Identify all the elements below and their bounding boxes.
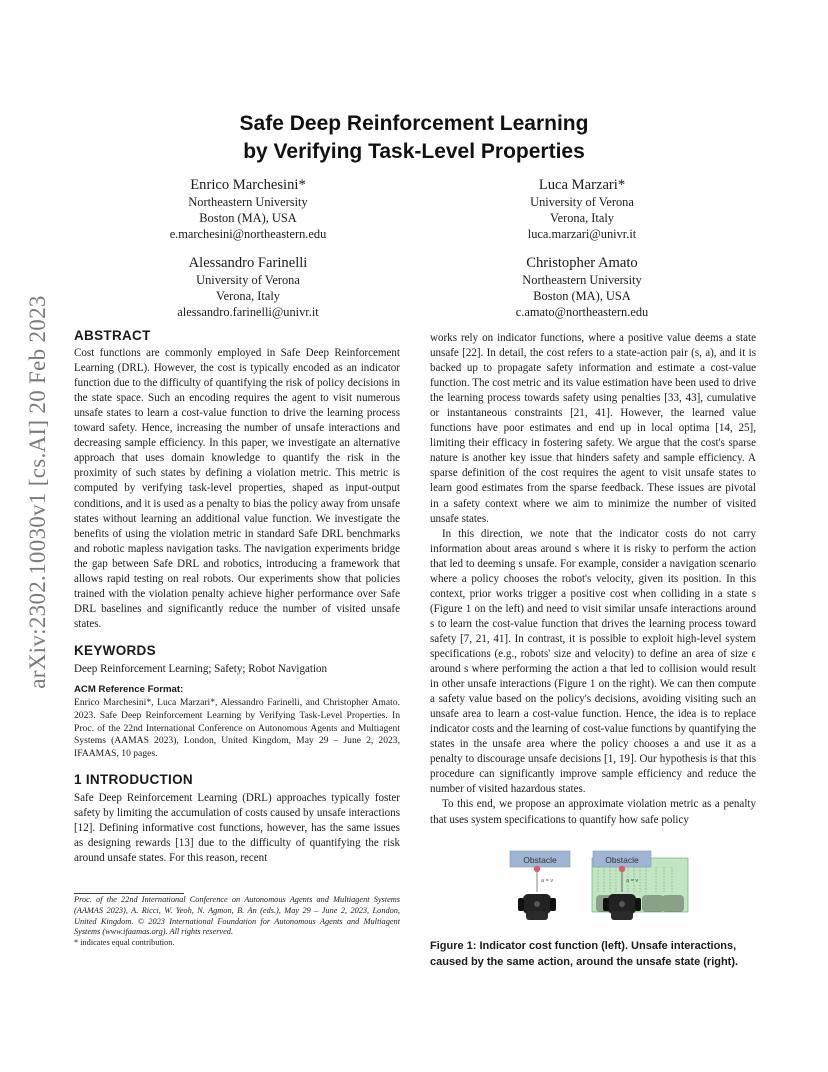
right-paragraph-1: works rely on indicator functions, where a positive value deems a state unsafe [22]. In detail, the cost refers to a state-action pair (s, a), and it is backed up to propagate safety information and estimate a cost-value function. The cost metric and its value estimation have been used to drive the learning process towards safety using penalties [33, 43], cumulative or instantaneous constraints [21, 41]. However, the learned value functions have poor estimates and end up in local optima [14, 25], limiting their efficacy in fostering safety. We argue that the cost's sparse nature is another key issue that hinders safety and sample efficiency. A sparse definition of the cost requires the agent to visit unsafe states to learn good estimates from the sparse feedback. These issues are pivotal in a safety context where we aim to minimize the number of visited unsafe states.: [430, 332, 756, 525]
title-line-2: by Verifying Task-Level Properties: [243, 140, 585, 163]
footnote-proceedings: Proc. of the 22nd International Conference on Autonomous Agents and Multiagent Systems (AAMAS 2023), A. Ricci, W. Yeoh, N. Agmon, B. An (eds.), May 29 – June 2, 2023, London, United Kingdom. © 2023 International Foundation for Autonomous Agents and Multiagent Systems (www.ifaamas.org). All rights reserved.: [74, 895, 400, 937]
right-paragraph-3: To this end, we propose an approximate violation metric as a penalty that uses system specifications to quantify how safe policy: [430, 798, 756, 826]
author-name: Enrico Marchesini*: [190, 177, 306, 193]
right-paragraph-2: In this direction, we note that the indicator costs do not carry information about areas around s where it is risky to perform the action that led to deeming s unsafe. For example, consider a navigation scenario where a policy chooses the robot's velocity, given its position. In this context, prior works trigger a positive cost when colliding in a state s (Figure 1 on the left) and need to visit similar unsafe interactions around s to learn the cost-value function that drives the learning process toward safety [7, 21, 41]. In contrast, it is possible to exploit high-level system specifications (e.g., robots' size and velocity) to define an area of size ϵ around s where performing the action a that led to collision would result in other unsafe interactions (Figure 1 on the right). We can then compute a safety value based on the policy's decisions, avoiding visiting such an unsafe area to learn a cost-value function. Hence, the idea is to replace indicator costs and the learning of cost-value functions by quantifying the states in the unsafe area where the policy chooses a and use it as a penalty to discourage unsafe decisions [1, 19]. Our hypothesis is that this procedure can significantly improve sample efficiency and reduce the number of visited hazardous states.: [430, 527, 756, 796]
keywords-text: Deep Reinforcement Learning; Safety; Robot Navigation: [74, 662, 328, 675]
author-block-1: [148, 176, 348, 242]
left-column: [74, 328, 400, 866]
author-location: Verona, Italy: [550, 210, 614, 225]
author-name: Luca Marzari*: [538, 177, 626, 193]
obstacle-label-left: Obstacle: [523, 855, 557, 865]
robot-left: [518, 894, 556, 920]
footnote: [74, 895, 400, 949]
author-location: Boston (MA), USA: [533, 288, 631, 303]
collision-marker-left: [534, 866, 540, 872]
introduction-heading: 1 INTRODUCTION: [74, 772, 193, 788]
author-name: Christopher Amato: [526, 255, 638, 271]
acm-reference-heading: ACM Reference Format:: [74, 684, 184, 696]
author-block-4: [482, 254, 682, 320]
author-affiliation: Northeastern University: [522, 273, 642, 287]
robot-right: [603, 894, 641, 920]
collision-marker-right: [619, 866, 625, 872]
author-email: e.marchesini@northeastern.edu: [169, 226, 327, 241]
arxiv-stamp: [18, 295, 58, 690]
abstract-text: Cost functions are commonly employed in Safe Deep Reinforcement Learning (DRL). However, the cost is typically encoded as an indicator function due to the difficulty of quantifying the risk of policy decisions in the state space. Such an encoding requires the agent to visit numerous unsafe states to learn a cost-value function to drive the learning process toward safety. Hence, increasing the number of unsafe interactions and decreasing sample efficiency. In this paper, we investigate an alternative approach that uses domain knowledge to quantify the risk in the proximity of such states by defining a violation metric. This metric is computed by verifying task-level properties, shaped as input-output conditions, and it is used as a penalty to bias the policy away from unsafe states without learning an additional value function. We investigate the benefits of using the violation metric in standard Safe DRL benchmarks and robotic mapless navigation tasks. The navigation experiments bridge the gap between Safe DRL and robotics, introducing a framework that allows rapid testing on real robots. Our experiments show that policies trained with the violation penalty achieve higher performance over Safe DRL baselines and significantly reduce the number of visited unsafe states.: [74, 347, 400, 630]
figure-1-caption: Figure 1: Indicator cost function (left). Unsafe interactions, caused by the same action, around the unsafe state (right).: [430, 940, 739, 969]
author-name: Alessandro Farinelli: [188, 255, 308, 271]
action-label-right: a = v: [626, 878, 639, 884]
footnote-rule: [74, 893, 184, 894]
arxiv-id: arXiv:2302.10030v1 [cs.AI] 20 Feb 2023: [25, 295, 50, 689]
footnote-equal-contribution: * indicates equal contribution.: [74, 938, 175, 948]
author-affiliation: University of Verona: [530, 195, 634, 209]
action-label-left: a = v: [541, 878, 554, 884]
author-location: Verona, Italy: [216, 288, 280, 303]
abstract-heading: ABSTRACT: [74, 328, 151, 343]
author-block-3: [148, 254, 348, 320]
title-line-1: Safe Deep Reinforcement Learning: [239, 112, 589, 135]
author-block-2: [482, 176, 682, 242]
figure-1: [496, 848, 692, 928]
author-email: luca.marzari@univr.it: [527, 226, 637, 241]
obstacle-label-right: Obstacle: [605, 855, 639, 865]
figure-1-illustration: [496, 848, 692, 928]
author-affiliation: Northeastern University: [188, 195, 308, 209]
author-location: Boston (MA), USA: [199, 210, 297, 225]
author-email: alessandro.farinelli@univr.it: [177, 304, 319, 319]
paper-title: [0, 110, 828, 166]
keywords-heading: KEYWORDS: [74, 642, 156, 658]
author-affiliation: University of Verona: [196, 273, 300, 287]
introduction-text: Safe Deep Reinforcement Learning (DRL) approaches typically foster safety by limiting the accumulation of costs caused by unsafe interactions [12]. Defining informative cost functions, however, has the same issues as designing rewards [13] due to the difficulty of quantifying the risk around unsafe states. For this reason, recent: [74, 792, 400, 865]
author-email: c.amato@northeastern.edu: [515, 304, 649, 319]
acm-reference-text: Enrico Marchesini*, Luca Marzari*, Alessandro Farinelli, and Christopher Amato. 2023. Safe Deep Reinforcement Learning by Verifying Task-Level Properties. In Proc. of the 22nd International Conference on Autonomous Agents and Multiagent Systems (AAMAS 2023), London, United Kingdom, May 29 – June 2, 2023, IFAAMAS, 10 pages.: [74, 697, 400, 760]
right-column: [430, 331, 756, 828]
